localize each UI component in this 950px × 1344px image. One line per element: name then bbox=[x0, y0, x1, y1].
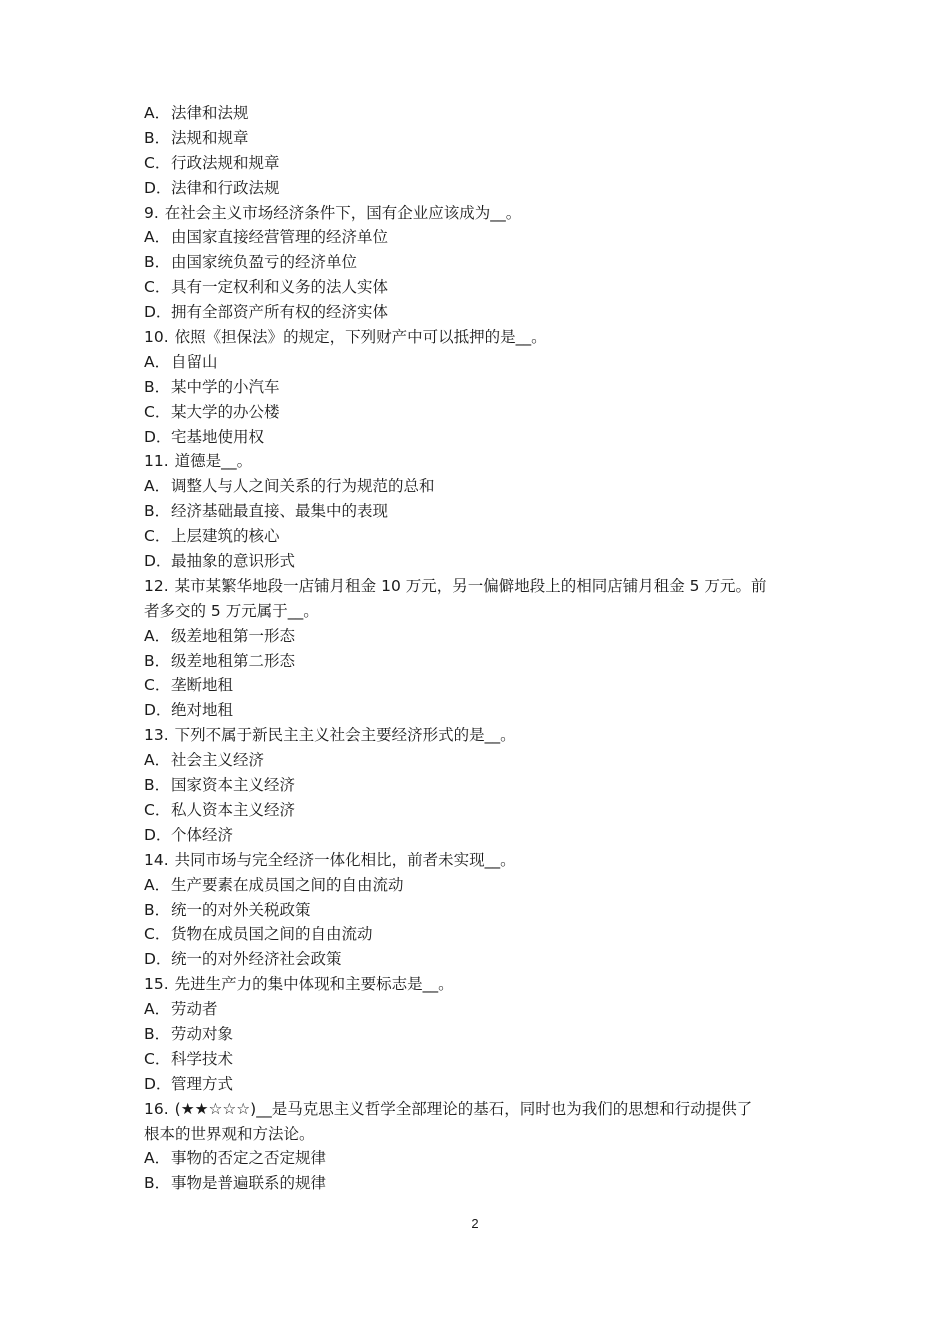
answer-option bbox=[144, 375, 814, 400]
option-text: 上层建筑的核心 bbox=[171, 527, 280, 546]
option-text: 由国家统负盈亏的经济单位 bbox=[171, 253, 358, 272]
option-text: 法律和行政法规 bbox=[171, 178, 280, 197]
question-text: 共同市场与完全经济一体化相比，前者未实现__。 bbox=[174, 850, 516, 869]
answer-option bbox=[144, 823, 814, 848]
option-text: 行政法规和规章 bbox=[171, 153, 280, 172]
option-text: 调整人与人之间关系的行为规范的总和 bbox=[171, 477, 435, 496]
answer-option bbox=[144, 997, 814, 1022]
question-text: (★★☆☆☆)__是马克思主义哲学全部理论的基石，同时也为我们的思想和行动提供了 bbox=[174, 1099, 753, 1118]
question-continuation bbox=[144, 599, 814, 624]
answer-option bbox=[144, 350, 814, 375]
option-text: 统一的对外关税政策 bbox=[171, 900, 311, 919]
option-text: 货物在成员国之间的自由流动 bbox=[171, 925, 373, 944]
option-letter: B． bbox=[144, 128, 171, 147]
answer-option bbox=[144, 1171, 814, 1196]
option-letter: B． bbox=[144, 1174, 171, 1193]
option-letter: D． bbox=[144, 1074, 172, 1093]
option-text: 自留山 bbox=[171, 352, 218, 371]
option-letter: A． bbox=[144, 1000, 171, 1019]
option-letter: D． bbox=[144, 427, 172, 446]
option-letter: C． bbox=[144, 676, 171, 695]
option-letter: A． bbox=[144, 477, 171, 496]
answer-option bbox=[144, 1072, 814, 1097]
question-stem bbox=[144, 1097, 814, 1122]
option-letter: A． bbox=[144, 352, 171, 371]
option-letter: D． bbox=[144, 303, 172, 322]
option-letter: C． bbox=[144, 527, 171, 546]
option-letter: C． bbox=[144, 925, 171, 944]
option-letter: B． bbox=[144, 776, 171, 795]
option-letter: B． bbox=[144, 377, 171, 396]
option-text: 绝对地租 bbox=[171, 701, 234, 720]
answer-option bbox=[144, 673, 814, 698]
question-text: 在社会主义市场经济条件下，国有企业应该成为__。 bbox=[164, 203, 522, 222]
option-text: 个体经济 bbox=[171, 825, 234, 844]
option-text: 社会主义经济 bbox=[171, 751, 265, 770]
question-text: 依照《担保法》的规定，下列财产中可以抵押的是__。 bbox=[174, 328, 547, 347]
option-text: 垄断地租 bbox=[171, 676, 234, 695]
option-letter: B． bbox=[144, 502, 171, 521]
option-letter: A． bbox=[144, 875, 171, 894]
answer-option bbox=[144, 524, 814, 549]
document-body bbox=[144, 101, 814, 1196]
answer-option bbox=[144, 474, 814, 499]
option-text: 宅基地使用权 bbox=[171, 427, 265, 446]
answer-option bbox=[144, 499, 814, 524]
option-letter: B． bbox=[144, 651, 171, 670]
option-text: 事物的否定之否定规律 bbox=[171, 1149, 327, 1168]
option-text: 拥有全部资产所有权的经济实体 bbox=[171, 303, 389, 322]
question-number: 9. bbox=[144, 203, 159, 222]
answer-option bbox=[144, 151, 814, 176]
option-letter: A． bbox=[144, 626, 171, 645]
option-letter: D． bbox=[144, 701, 172, 720]
option-letter: A． bbox=[144, 104, 171, 122]
answer-option bbox=[144, 773, 814, 798]
question-stem bbox=[144, 574, 814, 599]
answer-option bbox=[144, 1022, 814, 1047]
option-text: 经济基础最直接、最集中的表现 bbox=[171, 502, 389, 521]
question-text: 下列不属于新民主主义社会主要经济形式的是__。 bbox=[174, 726, 516, 745]
page-number: 2 bbox=[471, 1216, 479, 1231]
question-text: 先进生产力的集中体现和主要标志是__。 bbox=[174, 975, 454, 994]
option-letter: D． bbox=[144, 552, 172, 571]
question-text: 道德是__。 bbox=[174, 452, 253, 471]
option-text: 管理方式 bbox=[171, 1074, 234, 1093]
answer-option bbox=[144, 250, 814, 275]
option-text: 劳动对象 bbox=[171, 1024, 234, 1043]
option-letter: A． bbox=[144, 228, 171, 247]
question-text: 根本的世界观和方法论。 bbox=[144, 1124, 315, 1143]
option-letter: C． bbox=[144, 402, 171, 421]
question-number: 15. bbox=[144, 975, 169, 994]
option-text: 事物是普遍联系的规律 bbox=[171, 1174, 327, 1193]
question-number: 11. bbox=[144, 452, 169, 471]
answer-option bbox=[144, 1146, 814, 1171]
option-letter: C． bbox=[144, 800, 171, 819]
answer-option bbox=[144, 873, 814, 898]
question-stem bbox=[144, 201, 814, 226]
question-stem bbox=[144, 723, 814, 748]
option-text: 法律和法规 bbox=[171, 104, 249, 122]
option-text: 国家资本主义经济 bbox=[171, 776, 296, 795]
question-number: 13. bbox=[144, 726, 169, 745]
answer-option bbox=[144, 947, 814, 972]
option-text: 由国家直接经营管理的经济单位 bbox=[171, 228, 389, 247]
option-text: 统一的对外经济社会政策 bbox=[171, 950, 342, 969]
question-stem bbox=[144, 325, 814, 350]
question-continuation bbox=[144, 1122, 814, 1147]
answer-option bbox=[144, 425, 814, 450]
option-letter: A． bbox=[144, 1149, 171, 1168]
option-letter: A． bbox=[144, 751, 171, 770]
option-text: 级差地租第一形态 bbox=[171, 626, 296, 645]
answer-option bbox=[144, 176, 814, 201]
option-letter: B． bbox=[144, 253, 171, 272]
option-text: 某中学的小汽车 bbox=[171, 377, 280, 396]
answer-option bbox=[144, 225, 814, 250]
question-stem bbox=[144, 848, 814, 873]
option-letter: C． bbox=[144, 1049, 171, 1068]
option-letter: B． bbox=[144, 900, 171, 919]
answer-option bbox=[144, 922, 814, 947]
option-letter: D． bbox=[144, 950, 172, 969]
option-letter: D． bbox=[144, 825, 172, 844]
answer-option bbox=[144, 126, 814, 151]
question-number: 10. bbox=[144, 328, 169, 347]
option-text: 某大学的办公楼 bbox=[171, 402, 280, 421]
option-letter: B． bbox=[144, 1024, 171, 1043]
question-text: 者多交的 5 万元属于__。 bbox=[144, 601, 319, 620]
answer-option bbox=[144, 275, 814, 300]
option-text: 最抽象的意识形式 bbox=[171, 552, 296, 571]
answer-option bbox=[144, 400, 814, 425]
answer-option bbox=[144, 101, 814, 126]
answer-option bbox=[144, 698, 814, 723]
option-text: 私人资本主义经济 bbox=[171, 800, 296, 819]
question-number: 14. bbox=[144, 850, 169, 869]
answer-option bbox=[144, 649, 814, 674]
answer-option bbox=[144, 300, 814, 325]
option-text: 劳动者 bbox=[171, 1000, 218, 1019]
option-text: 法规和规章 bbox=[171, 128, 249, 147]
answer-option bbox=[144, 798, 814, 823]
question-text: 某市某繁华地段一店铺月租金 10 万元，另一偏僻地段上的相同店铺月租金 5 万元。前 bbox=[174, 576, 767, 595]
option-letter: C． bbox=[144, 278, 171, 297]
question-stem bbox=[144, 449, 814, 474]
option-text: 具有一定权利和义务的法人实体 bbox=[171, 278, 389, 297]
question-stem bbox=[144, 972, 814, 997]
option-text: 科学技术 bbox=[171, 1049, 234, 1068]
answer-option bbox=[144, 624, 814, 649]
option-text: 级差地租第二形态 bbox=[171, 651, 296, 670]
option-letter: D． bbox=[144, 178, 172, 197]
answer-option bbox=[144, 748, 814, 773]
question-number: 16. bbox=[144, 1099, 169, 1118]
option-letter: C． bbox=[144, 153, 171, 172]
option-text: 生产要素在成员国之间的自由流动 bbox=[171, 875, 404, 894]
answer-option bbox=[144, 549, 814, 574]
answer-option bbox=[144, 1047, 814, 1072]
answer-option bbox=[144, 898, 814, 923]
question-number: 12. bbox=[144, 576, 169, 595]
